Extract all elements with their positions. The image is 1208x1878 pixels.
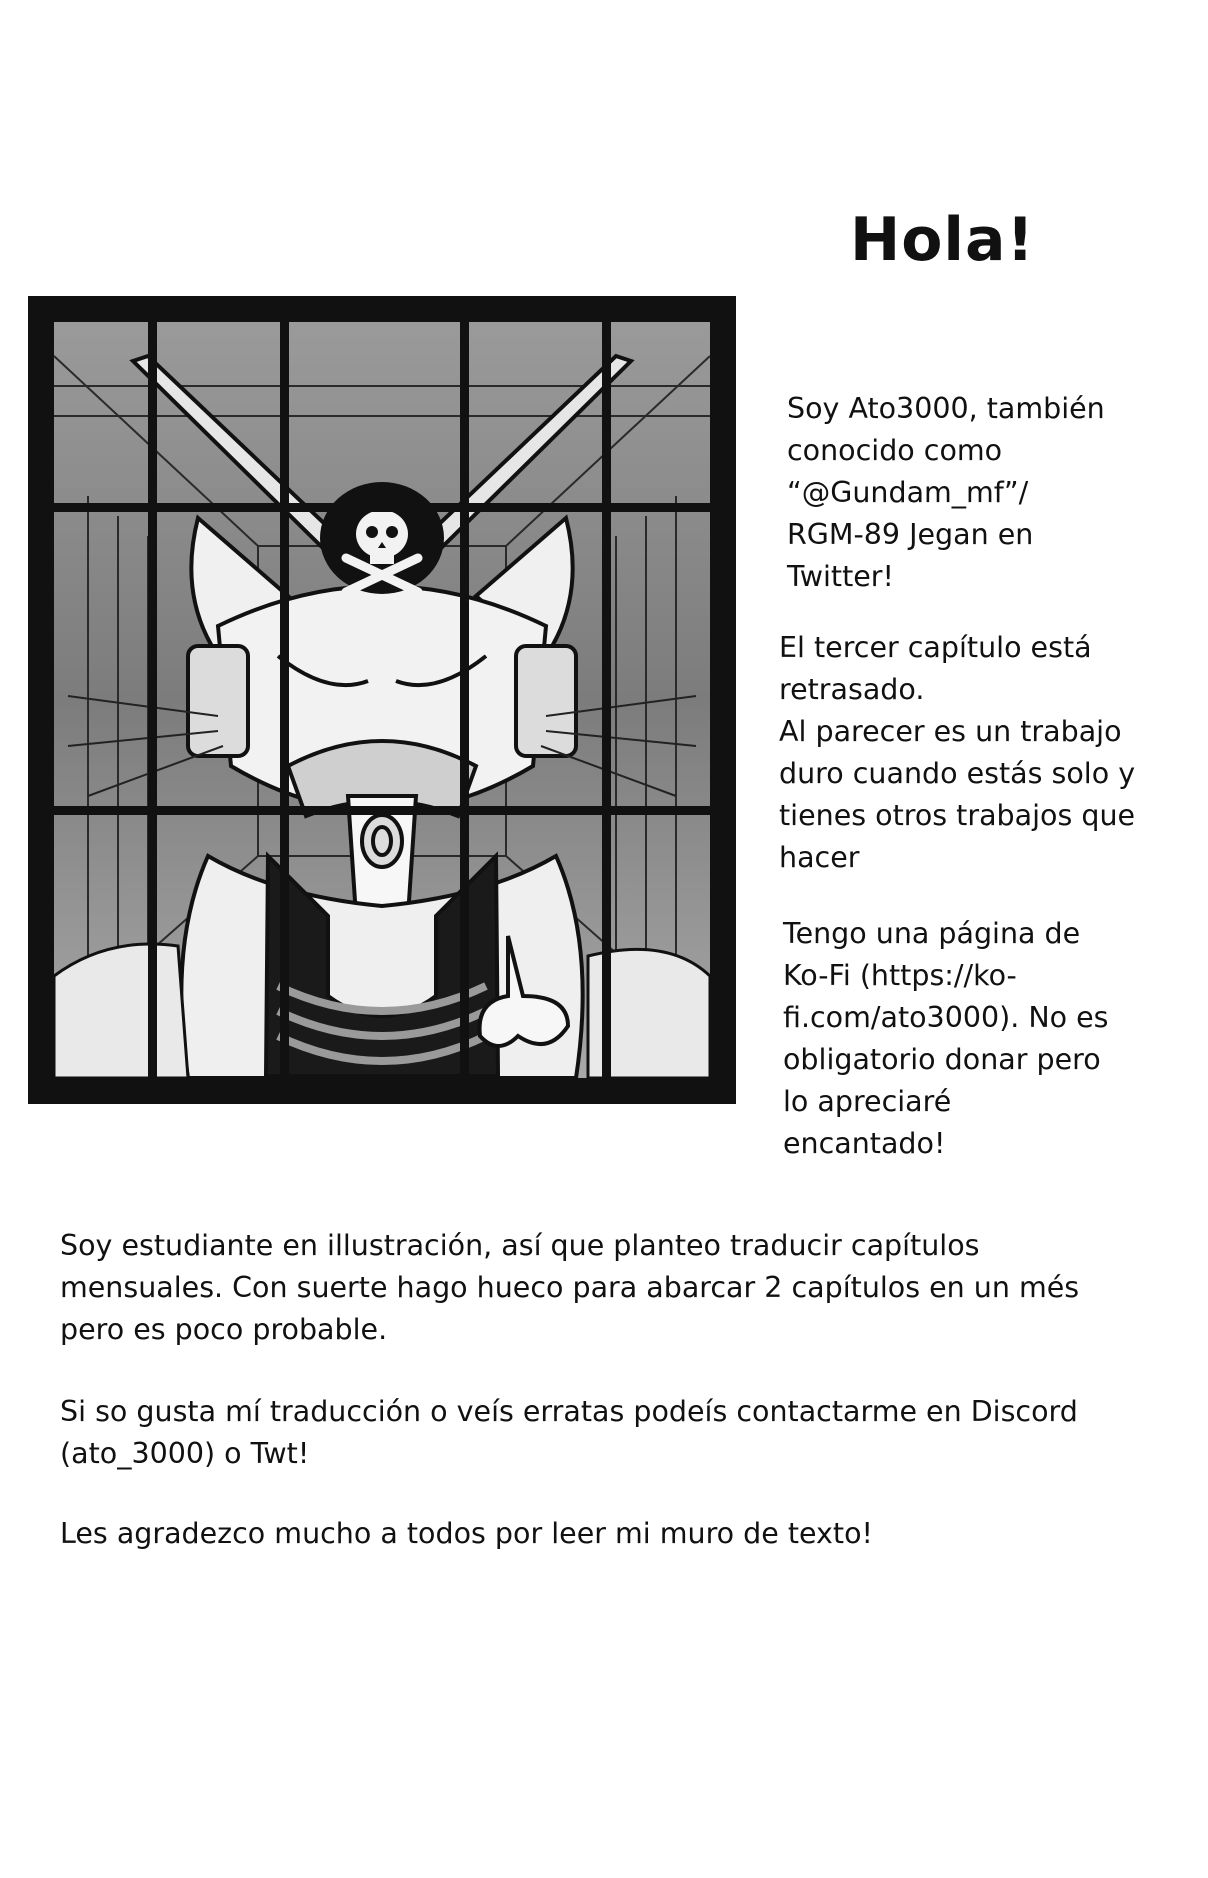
- fur-tuft: [54, 944, 188, 1078]
- delay-note-text: El tercer capítulo está retrasado. Al parecer es un trabajo duro cuando estás solo y tienes otros trabajos que hacer: [779, 631, 1136, 874]
- contact-note-text: Si so gusta mí traducción o veís erratas podeís contactarme en Discord (ato_3000) o Twt!: [60, 1395, 1078, 1470]
- page-title: Hola!: [850, 205, 1035, 275]
- caged-character-illustration: [28, 296, 736, 1104]
- kofi-note-text: Tengo una página de Ko-Fi (https://ko- fi.com/ato3000). No es obligatorio donar pero lo apreciaré encantado!: [783, 917, 1109, 1160]
- comic-panel: [28, 296, 736, 1104]
- thanks-note-text: Les agradezco mucho a todos por leer mi muro de texto!: [60, 1517, 873, 1550]
- intro-text: Soy Ato3000, también conocido como “@Gundam_mf”/ RGM-89 Jegan en Twitter!: [787, 392, 1105, 593]
- skull-crossbones-icon: [320, 482, 444, 594]
- student-note-text: Soy estudiante en illustración, así que planteo traducir capítulos mensuales. Con suerte hago hueco para abarcar 2 capítulos en un més pero es poco probable.: [60, 1229, 1080, 1346]
